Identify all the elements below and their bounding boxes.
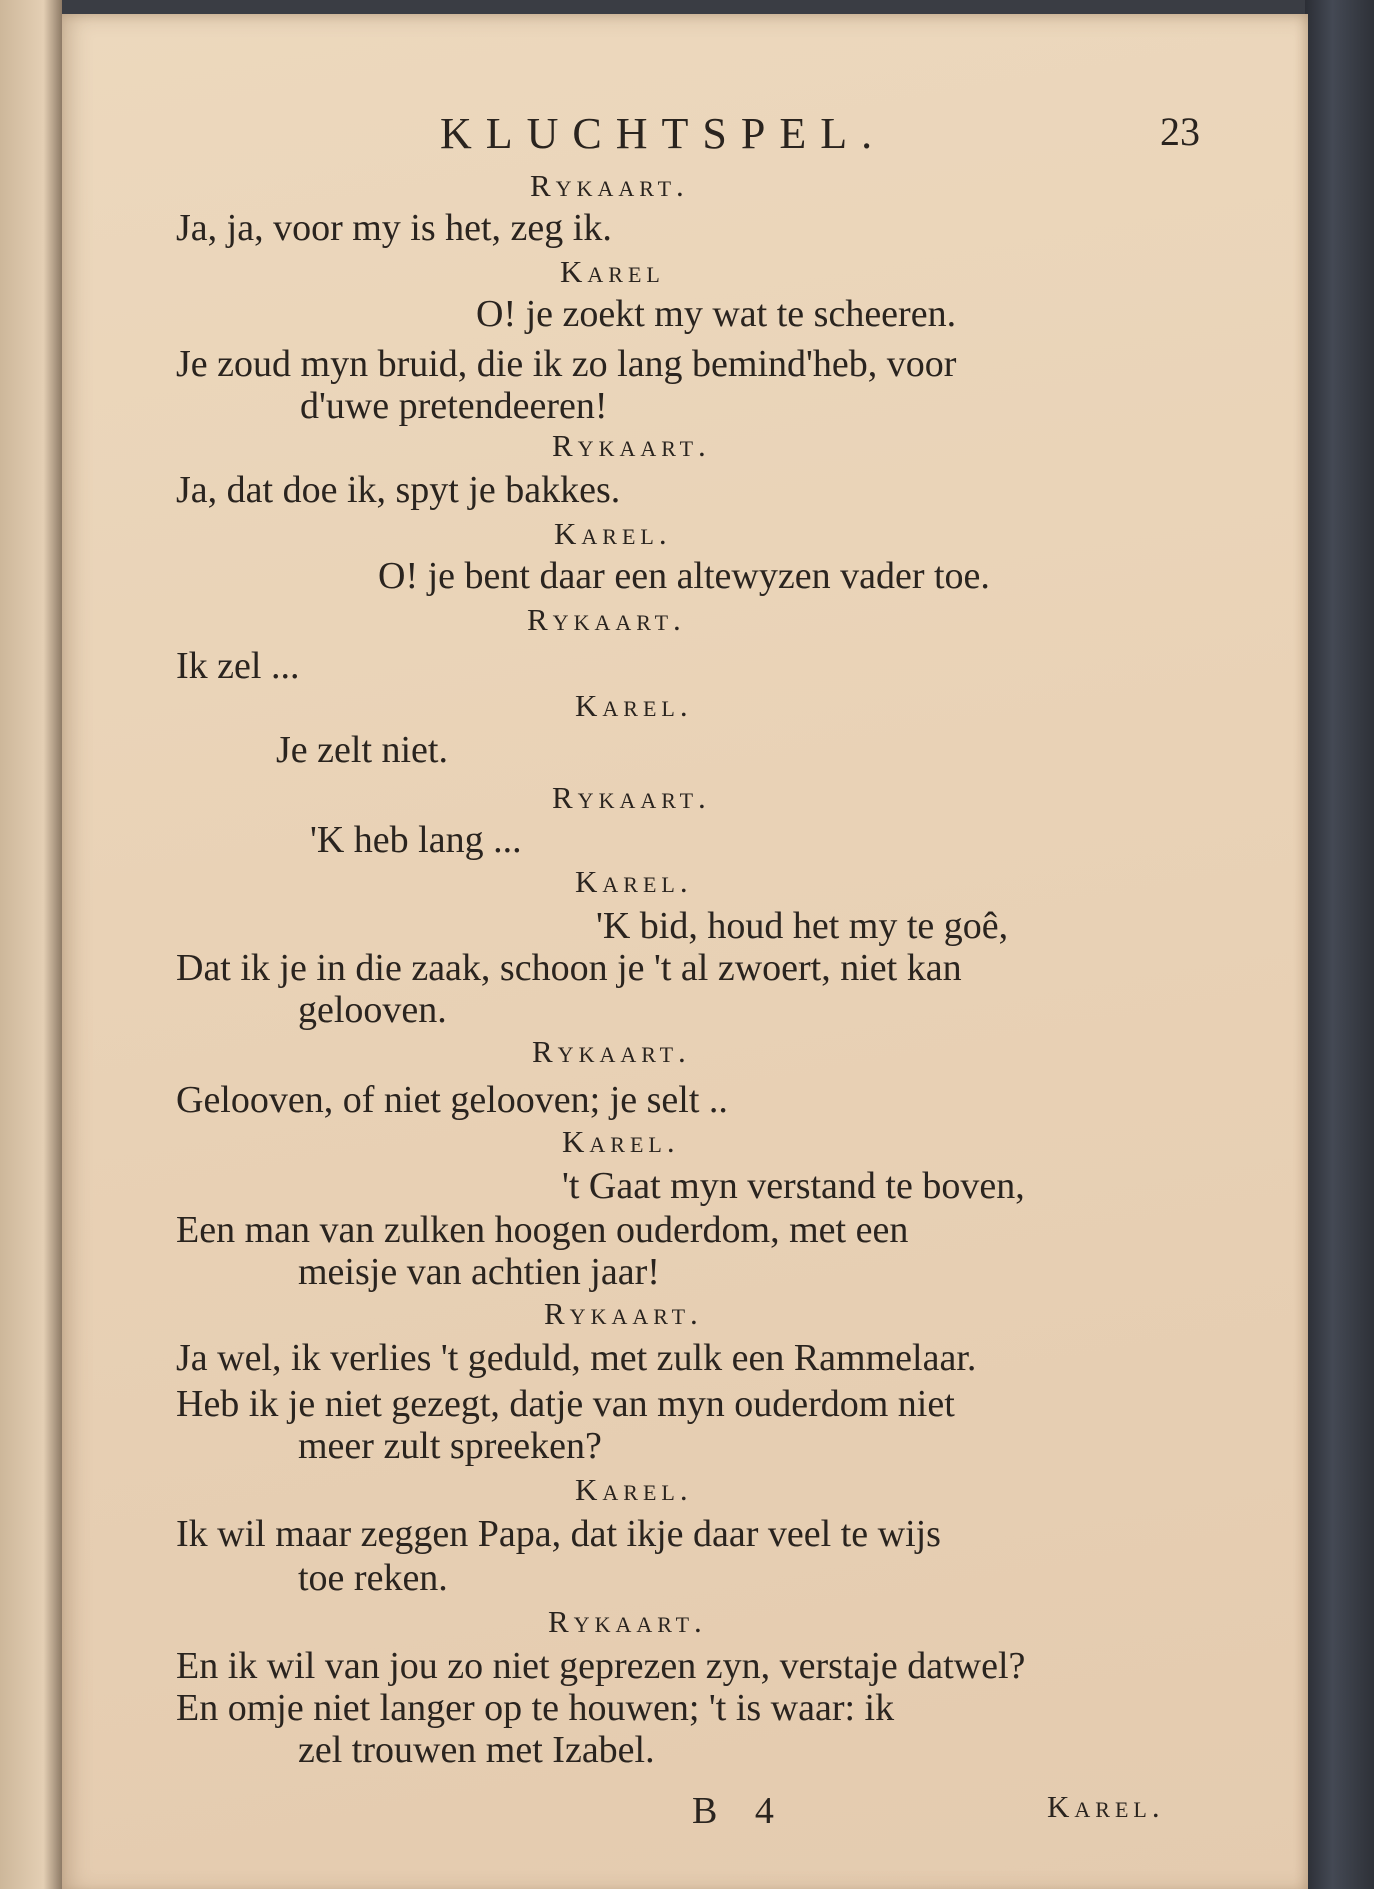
text-line: Een man van zulken hoogen ouderdom, met een xyxy=(176,1209,909,1251)
speaker-heading: Rykaart. xyxy=(544,1296,703,1331)
text-line: meer zult spreeken? xyxy=(298,1425,602,1467)
text-line: O! je bent daar een altewyzen vader toe. xyxy=(378,555,990,597)
text-line: 't Gaat myn verstand te boven, xyxy=(562,1165,1025,1207)
text-line: Ja, ja, voor my is het, zeg ik. xyxy=(176,207,612,249)
text-line: Ja, dat doe ik, spyt je bakkes. xyxy=(176,469,621,511)
running-head: KLUCHTSPEL. xyxy=(440,109,887,158)
book-page xyxy=(62,14,1308,1889)
signature-mark: B 4 xyxy=(692,1790,788,1832)
text-line: En omje niet langer op te houwen; 't is waar: ik xyxy=(176,1687,895,1729)
speaker-heading: Rykaart. xyxy=(527,602,686,637)
text-line: Je zoud myn bruid, die ik zo lang bemind'heb, voor xyxy=(176,343,957,385)
speaker-heading: Rykaart. xyxy=(530,168,689,203)
text-line: O! je zoekt my wat te scheeren. xyxy=(476,293,957,335)
text-line: Ik zel ... xyxy=(176,645,300,687)
text-line: Gelooven, of niet gelooven; je selt .. xyxy=(176,1079,728,1121)
speaker-heading: Karel. xyxy=(575,688,693,723)
text-line: meisje van achtien jaar! xyxy=(298,1251,660,1293)
text-line: Heb ik je niet gezegt, datje van myn ouderdom niet xyxy=(176,1383,955,1425)
speaker-heading: Rykaart. xyxy=(532,1034,691,1069)
text-line: Dat ik je in die zaak, schoon je 't al zwoert, niet kan xyxy=(176,947,962,989)
text-line: Je zelt niet. xyxy=(276,729,448,771)
speaker-heading: Karel xyxy=(560,254,665,289)
text-line: 'K bid, houd het my te goê, xyxy=(596,905,1009,947)
facing-page-edge xyxy=(0,0,62,1889)
speaker-heading: Rykaart. xyxy=(548,1604,707,1639)
text-line: Ik wil maar zeggen Papa, dat ikje daar veel te wijs xyxy=(176,1513,941,1555)
text-line: En ik wil van jou zo niet geprezen zyn, verstaje datwel? xyxy=(176,1645,1026,1687)
book-binding xyxy=(1305,0,1374,1889)
page-number: 23 xyxy=(1160,109,1200,154)
catchword: Karel. xyxy=(1047,1789,1165,1824)
text-line: toe reken. xyxy=(298,1557,448,1599)
text-line: zel trouwen met Izabel. xyxy=(298,1729,655,1771)
text-line: Ja wel, ik verlies 't geduld, met zulk een Rammelaar. xyxy=(176,1337,977,1379)
speaker-heading: Karel. xyxy=(554,516,672,551)
speaker-heading: Karel. xyxy=(575,1472,693,1507)
speaker-heading: Karel. xyxy=(575,864,693,899)
speaker-heading: Rykaart. xyxy=(552,780,711,815)
speaker-heading: Karel. xyxy=(562,1124,680,1159)
speaker-heading: Rykaart. xyxy=(552,428,711,463)
text-line: 'K heb lang ... xyxy=(310,819,522,861)
text-line: gelooven. xyxy=(298,989,447,1031)
text-line: d'uwe pretendeeren! xyxy=(300,385,608,427)
